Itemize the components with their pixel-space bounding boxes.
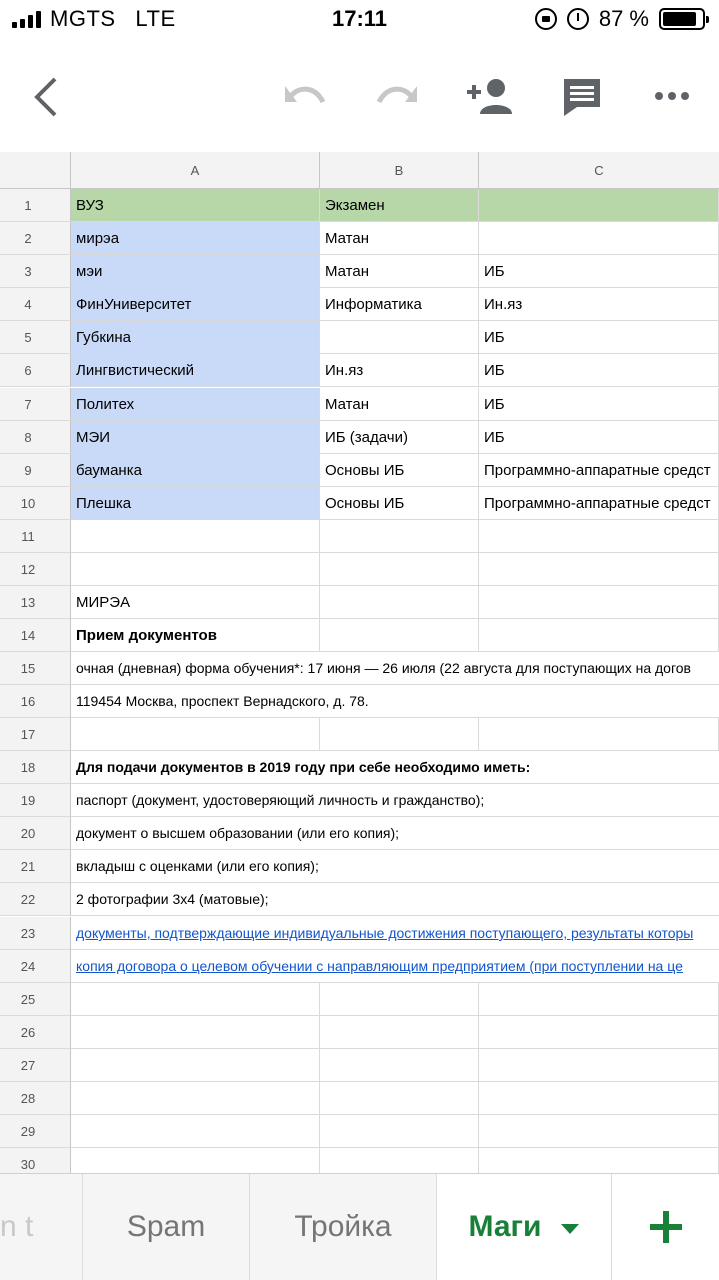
cell-a[interactable]: мэи (71, 255, 320, 288)
cell-text-overflow[interactable]: очная (дневная) форма обучения*: 17 июня — 26 июля (22 августа для поступающих на догов (71, 652, 719, 685)
table-row (0, 619, 719, 652)
cell-c[interactable]: ИБ (479, 321, 719, 354)
cell-c[interactable]: ИБ (479, 388, 719, 421)
row-header[interactable]: 11 (0, 520, 71, 553)
cell-a[interactable]: Лингвистический (71, 354, 320, 387)
row-header[interactable]: 19 (0, 784, 71, 817)
cell-c[interactable] (479, 1049, 719, 1082)
cell-c[interactable] (479, 619, 719, 652)
row-header[interactable]: 2 (0, 222, 71, 255)
cell-text-overflow[interactable]: копия договора о целевом обучении с направляющим предприятием (при поступлении на це (71, 950, 719, 983)
cell-b[interactable] (320, 520, 479, 553)
row-header[interactable]: 30 (0, 1148, 71, 1181)
table-row (0, 288, 719, 321)
cell-b[interactable]: Ин.яз (320, 354, 479, 387)
table-row (0, 950, 719, 983)
sheet-tab-partial-label: n t (0, 1210, 34, 1243)
cell-text-overflow[interactable]: 2 фотографии 3х4 (матовые); (71, 883, 719, 916)
cell-b[interactable]: ИБ (задачи) (320, 421, 479, 454)
battery-icon (659, 8, 705, 30)
cell-c[interactable] (479, 983, 719, 1016)
toolbar (0, 40, 719, 152)
row-header[interactable]: 7 (0, 388, 71, 421)
column-header-a[interactable]: A (71, 152, 320, 189)
cell-b[interactable]: Основы ИБ (320, 487, 479, 520)
table-row (0, 388, 719, 421)
cell-a[interactable]: Губкина (71, 321, 320, 354)
cell-b[interactable] (320, 983, 479, 1016)
cell-a[interactable]: Политех (71, 388, 320, 421)
cell-a[interactable]: бауманка (71, 454, 320, 487)
table-row (0, 354, 719, 387)
table-row (0, 222, 719, 255)
cell-a[interactable] (71, 718, 320, 751)
add-sheet-button[interactable] (612, 1174, 719, 1280)
row-header[interactable]: 3 (0, 255, 71, 288)
row-header[interactable]: 29 (0, 1115, 71, 1148)
cell-c[interactable] (479, 1115, 719, 1148)
row-header[interactable]: 24 (0, 950, 71, 983)
table-row (0, 1082, 719, 1115)
row-header[interactable]: 4 (0, 288, 71, 321)
table-row (0, 1115, 719, 1148)
row-header[interactable]: 23 (0, 917, 71, 950)
table-row (0, 487, 719, 520)
sheet-tab-partial[interactable] (0, 1174, 83, 1280)
add-person-icon[interactable] (464, 74, 514, 118)
table-row (0, 255, 719, 288)
row-header[interactable]: 16 (0, 685, 71, 718)
row-header[interactable]: 13 (0, 586, 71, 619)
undo-icon[interactable] (282, 78, 328, 118)
table-row (0, 850, 719, 883)
row-header[interactable]: 10 (0, 487, 71, 520)
cell-b[interactable] (320, 1115, 479, 1148)
sheet-tabs (0, 1173, 719, 1280)
table-row (0, 189, 719, 222)
table-row (0, 685, 719, 718)
table-row (0, 1016, 719, 1049)
redo-icon[interactable] (374, 78, 420, 118)
table-row (0, 817, 719, 850)
cell-b[interactable]: Основы ИБ (320, 454, 479, 487)
clock: 17:11 (331, 6, 388, 31)
cell-a[interactable]: мирэа (71, 222, 320, 255)
table-row (0, 652, 719, 685)
table-row (0, 454, 719, 487)
sheet-tab-spam-label: Spam (126, 1210, 206, 1243)
sheet-tab-troika[interactable] (250, 1174, 437, 1280)
status-bar (0, 0, 719, 40)
back-icon[interactable] (26, 72, 66, 122)
table-row (0, 751, 719, 784)
cell-c[interactable]: ИБ (479, 354, 719, 387)
plus-icon (649, 1210, 683, 1244)
sheet-tab-troika-label: Тройка (294, 1210, 392, 1243)
cell-b[interactable] (320, 553, 479, 586)
cell-c[interactable] (479, 222, 719, 255)
cell-b[interactable] (320, 1016, 479, 1049)
comment-icon[interactable] (559, 74, 605, 120)
cell-c[interactable] (479, 1016, 719, 1049)
cell-c[interactable] (479, 189, 719, 222)
cell-a[interactable]: ВУЗ (71, 189, 320, 222)
cell-a[interactable]: ФинУниверситет (71, 288, 320, 321)
cell-a[interactable] (71, 1016, 320, 1049)
cell-c[interactable] (479, 520, 719, 553)
cell-a[interactable] (71, 1049, 320, 1082)
cell-b[interactable]: Матан (320, 222, 479, 255)
sheet-tab-spam[interactable] (83, 1174, 250, 1280)
table-row (0, 718, 719, 751)
battery-percent: 87 % (598, 6, 649, 31)
table-row (0, 321, 719, 354)
cell-c[interactable]: ИБ (479, 421, 719, 454)
row-header[interactable]: 28 (0, 1082, 71, 1115)
table-row (0, 553, 719, 586)
table-row (0, 586, 719, 619)
row-header[interactable]: 8 (0, 421, 71, 454)
cell-b[interactable]: Матан (320, 388, 479, 421)
cell-b[interactable]: Информатика (320, 288, 479, 321)
cell-a[interactable] (71, 1115, 320, 1148)
cell-b[interactable] (320, 718, 479, 751)
cell-text-overflow[interactable]: паспорт (документ, удостоверяющий личность и гражданство); (71, 784, 719, 817)
grid-corner[interactable] (0, 152, 71, 189)
cell-b[interactable] (320, 321, 479, 354)
cell-a[interactable] (71, 1082, 320, 1115)
cell-c[interactable]: Программно-аппаратные средст (479, 454, 719, 487)
cell-text-overflow[interactable]: Для подачи документов в 2019 году при себе необходимо иметь: (71, 751, 719, 784)
cell-b[interactable]: Экзамен (320, 189, 479, 222)
network-label: LTE (135, 6, 176, 31)
table-row (0, 1049, 719, 1082)
cell-a[interactable]: Прием документов (71, 619, 320, 652)
cell-text-overflow[interactable]: документ о высшем образовании (или его копия); (71, 817, 719, 850)
table-row (0, 983, 719, 1016)
sheet-tab-magi-label: Маги (468, 1210, 542, 1243)
cell-a[interactable]: МЭИ (71, 421, 320, 454)
row-header[interactable]: 25 (0, 983, 71, 1016)
table-row (0, 421, 719, 454)
rotation-lock-icon (535, 8, 557, 30)
more-icon[interactable] (652, 84, 692, 108)
alarm-icon (567, 8, 589, 30)
row-header[interactable]: 9 (0, 454, 71, 487)
cell-c[interactable]: Ин.яз (479, 288, 719, 321)
cell-c[interactable] (479, 586, 719, 619)
cell-a[interactable] (71, 553, 320, 586)
row-header[interactable]: 17 (0, 718, 71, 751)
cell-b[interactable] (320, 619, 479, 652)
row-header[interactable]: 6 (0, 354, 71, 387)
row-header[interactable]: 5 (0, 321, 71, 354)
cell-a[interactable] (71, 520, 320, 553)
row-header[interactable]: 27 (0, 1049, 71, 1082)
chevron-down-icon[interactable] (561, 1224, 579, 1234)
column-header-b[interactable]: B (320, 152, 479, 189)
cell-a[interactable] (71, 983, 320, 1016)
row-header[interactable]: 20 (0, 817, 71, 850)
row-header[interactable]: 18 (0, 751, 71, 784)
cell-text-overflow[interactable]: документы, подтверждающие индивидуальные достижения поступающего, результаты которы (71, 917, 719, 950)
row-header[interactable]: 12 (0, 553, 71, 586)
carrier-label: MGTS LTE (50, 6, 176, 31)
cell-c[interactable] (479, 1082, 719, 1115)
cell-c[interactable] (479, 718, 719, 751)
sheet-tab-magi[interactable] (437, 1174, 612, 1280)
table-row (0, 784, 719, 817)
cell-a[interactable]: Плешка (71, 487, 320, 520)
table-row (0, 883, 719, 916)
cell-c[interactable]: Программно-аппаратные средст (479, 487, 719, 520)
cell-b[interactable] (320, 586, 479, 619)
status-right (535, 6, 705, 32)
cell-c[interactable] (479, 553, 719, 586)
cell-b[interactable]: Матан (320, 255, 479, 288)
cell-text-overflow[interactable]: вкладыш с оценками (или его копия); (71, 850, 719, 883)
row-header[interactable]: 21 (0, 850, 71, 883)
column-header-c[interactable]: C (479, 152, 719, 189)
cell-a[interactable]: МИРЭА (71, 586, 320, 619)
cell-c[interactable]: ИБ (479, 255, 719, 288)
row-header[interactable]: 15 (0, 652, 71, 685)
cell-b[interactable] (320, 1049, 479, 1082)
row-header[interactable]: 14 (0, 619, 71, 652)
cell-b[interactable] (320, 1082, 479, 1115)
table-row (0, 520, 719, 553)
table-row (0, 917, 719, 950)
row-header[interactable]: 22 (0, 883, 71, 916)
row-header[interactable]: 1 (0, 189, 71, 222)
cell-text-overflow[interactable]: 119454 Москва, проспект Вернадского, д. 78. (71, 685, 719, 718)
row-header[interactable]: 26 (0, 1016, 71, 1049)
